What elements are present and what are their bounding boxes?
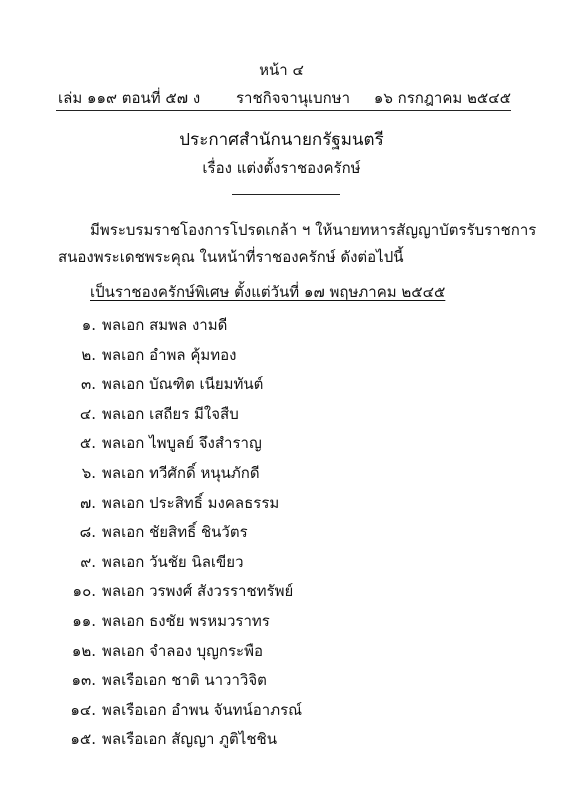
- list-item: [50, 372, 263, 396]
- item-number: ๑๕.: [70, 730, 96, 749]
- item-number: ๑.: [81, 316, 96, 334]
- appointee-name: พลเอก สมพล งามดี: [102, 316, 228, 334]
- item-number: ๕.: [79, 434, 96, 453]
- volume-issue: เล่ม ๑๑๙ ตอนที่ ๕๗ ง: [58, 89, 201, 107]
- appointee-name: พลเอก ทวีศักดิ์ หนุนภักดี: [102, 464, 260, 482]
- list-item: [50, 343, 237, 367]
- list-item: [50, 491, 279, 515]
- list-item: [50, 698, 302, 722]
- item-number: ๒.: [81, 345, 96, 364]
- item-number: ๙.: [80, 552, 96, 571]
- header-divider: [56, 110, 511, 111]
- appointee-name: พลเรือเอก สัญญา ภูติไชชิน: [102, 730, 277, 749]
- list-item: [50, 313, 227, 337]
- item-number: ๗.: [79, 493, 96, 512]
- list-item: [50, 727, 277, 751]
- appointee-name: พลเอก จำลอง บุญกระพือ: [102, 641, 263, 660]
- item-number: ๔.: [79, 404, 96, 423]
- list-item: [50, 609, 270, 633]
- issue-date: ๑๖ กรกฎาคม ๒๕๔๕: [373, 89, 511, 107]
- item-number: ๘.: [79, 523, 96, 542]
- list-item: [50, 579, 293, 603]
- announcement-subject: เรื่อง แต่งตั้งราชองครักษ์: [202, 159, 361, 177]
- appointee-name: พลเอก เสถียร มีใจสืบ: [102, 404, 239, 423]
- body-paragraph-line-1: มีพระบรมราชโองการโปรดเกล้า ฯ ให้นายทหารสัญญาบัตรรับราชการ: [90, 221, 537, 239]
- appointee-name: พลเอก บัณฑิต เนียมทันต์: [102, 375, 264, 394]
- appointee-name: พลเอก อำพล คุ้มทอง: [102, 345, 237, 364]
- body-paragraph-line-2: สนองพระเดชพระคุณ ในหน้าที่ราชองครักษ์ ดังต่อไปนี้: [58, 248, 404, 266]
- announcement-title: ประกาศสำนักนายกรัฐมนตรี: [179, 130, 384, 150]
- item-number: ๑๔.: [70, 700, 96, 719]
- item-number: ๑๐.: [72, 582, 96, 601]
- section-heading: เป็นราชองครักษ์พิเศษ ตั้งแต่วันที่ ๑๗ พฤษภาคม ๒๕๔๕: [90, 283, 446, 301]
- list-item: [50, 639, 263, 663]
- title-divider: [232, 194, 340, 195]
- item-number: ๑๓.: [71, 671, 96, 690]
- appointee-name: พลเอก วันชัย นิลเขียว: [102, 552, 244, 571]
- page-number: หน้า ๔: [259, 61, 304, 79]
- list-item: [50, 550, 244, 574]
- list-item: [50, 461, 260, 485]
- appointee-name: พลเอก ประสิทธิ์ มงคลธรรม: [102, 493, 280, 512]
- item-number: ๓.: [80, 375, 96, 394]
- appointee-name: พลเอก ชัยสิทธิ์ ชินวัตร: [102, 523, 248, 542]
- appointee-name: พลเอก ไพบูลย์ จึงสำราญ: [102, 434, 262, 453]
- appointee-name: พลเรือเอก อำพน จันทน์อาภรณ์: [102, 700, 303, 719]
- list-item: [50, 431, 262, 455]
- appointee-name: พลเอก วรพงศ์ สังวรราชทรัพย์: [102, 582, 294, 601]
- list-item: [50, 668, 267, 692]
- item-number: ๖.: [81, 464, 96, 482]
- list-item: [50, 402, 239, 426]
- item-number: ๑๑.: [72, 612, 96, 630]
- gazette-name: ราชกิจจานุเบกษา: [236, 89, 351, 107]
- appointee-name: พลเอก ธงชัย พรหมวราทร: [102, 612, 270, 630]
- list-item: [50, 520, 248, 544]
- item-number: ๑๒.: [71, 641, 96, 660]
- appointee-name: พลเรือเอก ชาติ นาวาวิจิต: [102, 671, 267, 690]
